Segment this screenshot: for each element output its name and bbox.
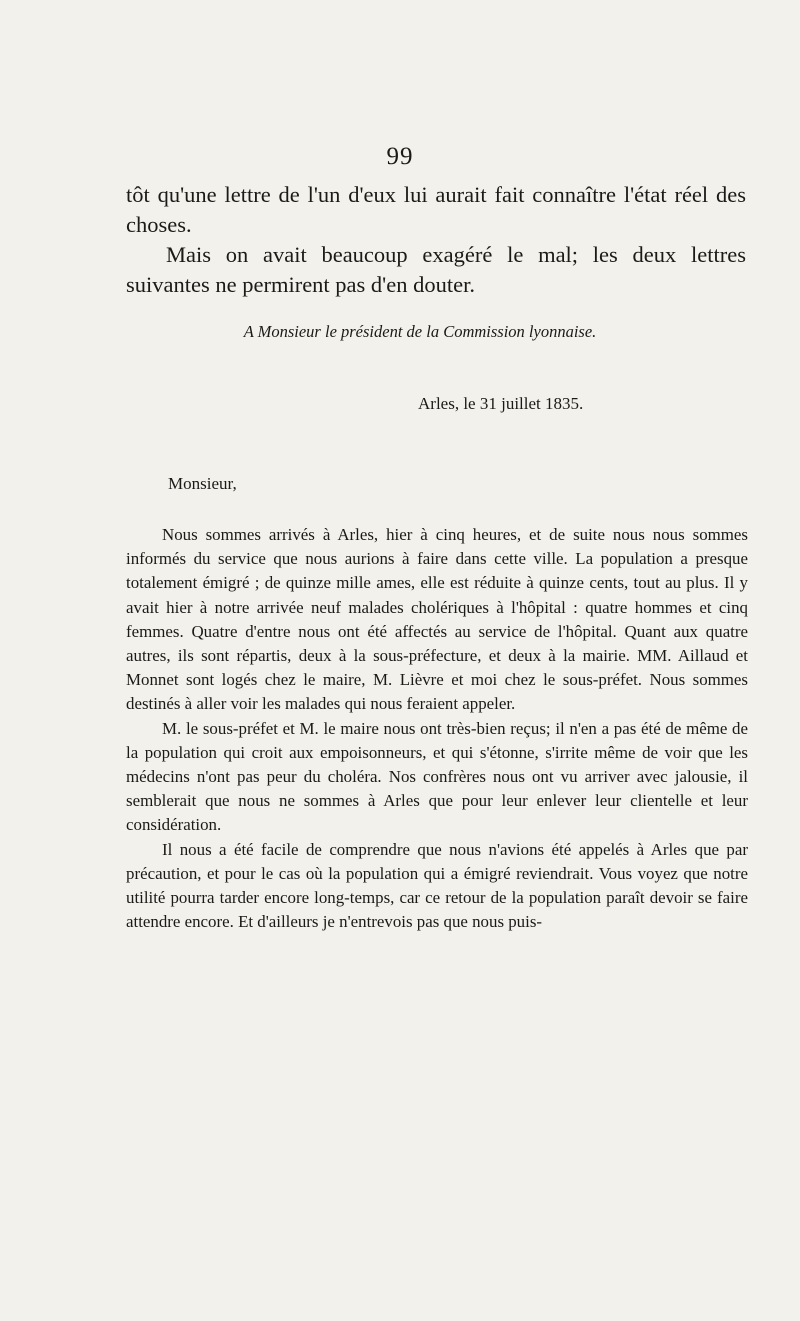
lead-paragraph-continuation: tôt qu'une lettre de l'un d'eux lui aurait fait connaître l'état réel des choses.: [126, 182, 746, 237]
letter-salutation: Monsieur,: [168, 474, 237, 493]
letter-body: [126, 523, 748, 934]
letter-paragraph: Nous sommes arrivés à Arles, hier à cinq heures, et de suite nous nous sommes informés du service que nous aurions à faire dans cette ville. La population a presque totalement émigré ; de quinze mille ames, elle est réduite à quinze cents, tout au plus. Il y avait hier à notre arrivée neuf malades cholériques à l'hôpital : quatre hommes et cinq femmes. Quatre d'entre nous ont été affectés au service de l'hôpital. Quant aux quatre autres, ils sont répartis, deux à la sous-préfecture, et deux à la mairie. MM. Aillaud et Monnet sont logés chez le maire, M. Lièvre et moi chez le sous-préfet. Nous sommes destinés à aller voir les malades qui nous feraient appeler.: [126, 525, 748, 714]
letter-paragraph: Il nous a été facile de comprendre que nous n'avions été appelés à Arles que par précaution, et pour le cas où la population qui a émigré reviendrait. Vous voyez que notre utilité pourra tarder encore long-temps, car ce retour de la population paraît devoir se faire attendre encore. Et d'ailleurs je n'entrevois pas que nous puis-: [126, 839, 748, 932]
letter-heading: A Monsieur le président de la Commission lyonnaise.: [243, 322, 597, 341]
lead-paragraph-intro: Mais on avait beaucoup exagéré le mal; les deux lettres suivantes ne permirent pas d'en douter.: [126, 242, 746, 297]
letter-place-date: Arles, le 31 juillet 1835.: [418, 394, 584, 413]
lead-text: [126, 180, 746, 300]
letter-paragraph: M. le sous-préfet et M. le maire nous ont très-bien reçus; il n'en a pas été de même de la population qui croit aux empoisonneurs, et qui s'étonne, s'irrite même de voir que les médecins n'ont pas peur du choléra. Nos confrères nous ont vu arriver avec jalousie, il semblerait que nous ne sommes à Arles que pour leur enlever leur clientelle et leur considération.: [126, 718, 748, 835]
page-number: 99: [386, 143, 414, 170]
